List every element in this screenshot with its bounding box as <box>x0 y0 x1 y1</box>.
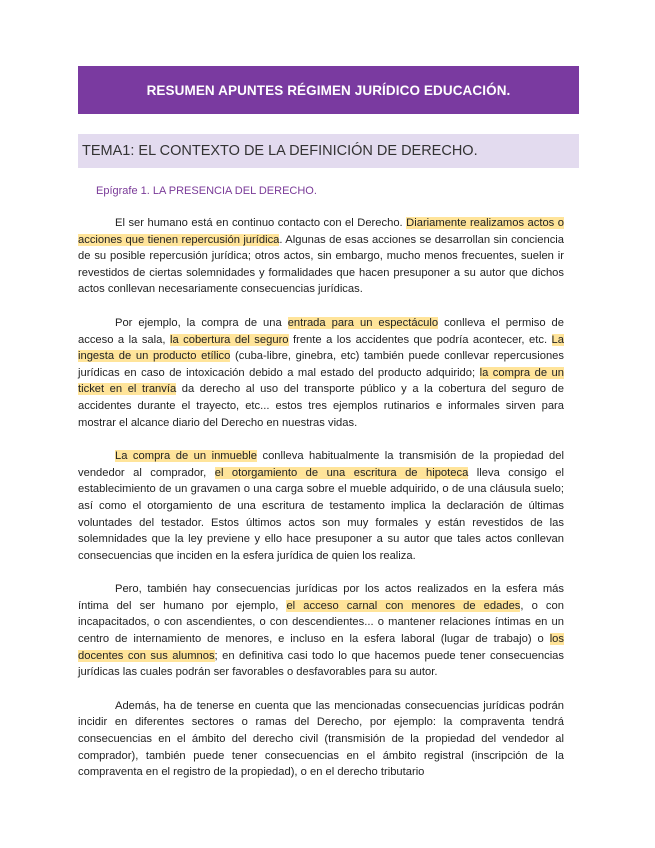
highlighted-text: la compra de un ticket en el tranvía <box>78 366 564 396</box>
paragraph-text: Además, ha de tenerse en cuenta que las mencionadas consecuencias jurídicas podrán incidir en diferentes sectores o ramas del Derecho, por ejemplo: la compraventa tendrá consecuencias en el ámbito del derecho civil (transmisión de la propiedad del vendedor al comprador), también puede tener consecuencias en el ámbito registral (inscripción de la compraventa en el registro de la propiedad), o en el derecho tributario <box>78 699 564 779</box>
highlighted-text: el acceso carnal con menores de edades <box>286 599 521 612</box>
paragraph <box>78 581 564 681</box>
document-body <box>78 215 564 798</box>
highlighted-text: entrada para un espectáculo <box>287 316 439 329</box>
paragraph-text: (cuba-libre, ginebra, etc) también puede conllevar repercusiones jurídicas en caso de intoxicación debido a mal estado del producto adquirido; <box>78 350 564 379</box>
highlighted-text: la cobertura del seguro <box>169 333 289 346</box>
epigraph-heading: Epígrafe 1. LA PRESENCIA DEL DERECHO. <box>96 185 317 197</box>
paragraph-text: Por ejemplo, la compra de una <box>115 316 288 329</box>
paragraph-text: frente a los accidentes que podría acontecer, etc. <box>288 333 552 346</box>
theme-heading-text: TEMA1: EL CONTEXTO DE LA DEFINICIÓN DE DERECHO. <box>82 143 478 159</box>
paragraph-text: El ser humano está en continuo contacto con el Derecho. <box>115 217 407 229</box>
paragraph <box>78 215 564 298</box>
paragraph-text: . Algunas de esas acciones se desarrollan sin conciencia de su posible repercusión jurídica; otros actos, sin embargo, mucho menos frecuentes, suelen ir revestidos de ciertas solemnidades y formalidades que hacen presuponer a su autor que dichos actos conllevan necesariamente consecuencias jurídicas. <box>78 233 564 296</box>
highlighted-text: Diariamente realizamos actos o acciones que tienen repercusión jurídica <box>78 217 564 246</box>
paragraph-text: conlleva habitualmente la transmisión de la propiedad del vendedor al comprador, <box>78 450 564 479</box>
paragraph-text: Pero, también hay consecuencias jurídicas por los actos realizados en la esfera más íntima del ser humano por ejemplo, <box>78 583 564 612</box>
paragraph-text: da derecho al uso del transporte público y a la cobertura del seguro de accidentes durante el trayecto, etc... estos tres ejemplos rutinarios e informales sirven para mostrar el alcance diario del Derecho en nuestras vidas. <box>78 383 564 429</box>
paragraph <box>78 448 564 564</box>
highlighted-text: los docentes con sus alumnos <box>78 633 564 662</box>
document-title <box>78 66 579 114</box>
document-title-text: RESUMEN APUNTES RÉGIMEN JURÍDICO EDUCACIÓN. <box>146 82 511 98</box>
paragraph-text: , o con incapacitados, o con ascendientes, o con descendientes... o mantener relaciones íntimas en un centro de internamiento de menores, e incluso en la esfera laboral (lugar de trabajo) o <box>78 599 564 646</box>
highlighted-text: La ingesta de un producto etílico <box>78 333 564 363</box>
highlighted-text: La compra de un inmueble <box>115 450 257 463</box>
theme-heading <box>78 134 579 168</box>
paragraph <box>78 698 564 781</box>
paragraph-text: conlleva el permiso de acceso a la sala, <box>78 316 565 346</box>
paragraph-text: lleva consigo el establecimiento de un gravamen o una carga sobre el mueble adquirido, o de una cláusula suelo; así como el otorgamiento de una escritura de testamento implica la declaración de últimas voluntades del testador. Estos últimos actos son muy formales y están revestidos de las solemnidades que la ley previene y ello hace presuponer a su autor que tales actos conllevan consecuencias que inciden en la esfera jurídica de quien los realiza. <box>78 466 564 562</box>
paragraph-text: ; en definitiva casi todo lo que hacemos puede tener consecuencias jurídicas las cuales podrán ser favorables o desfavorables para su autor. <box>78 649 564 679</box>
highlighted-text: el otorgamiento de una escritura de hipoteca <box>214 466 469 479</box>
paragraph <box>78 315 564 431</box>
